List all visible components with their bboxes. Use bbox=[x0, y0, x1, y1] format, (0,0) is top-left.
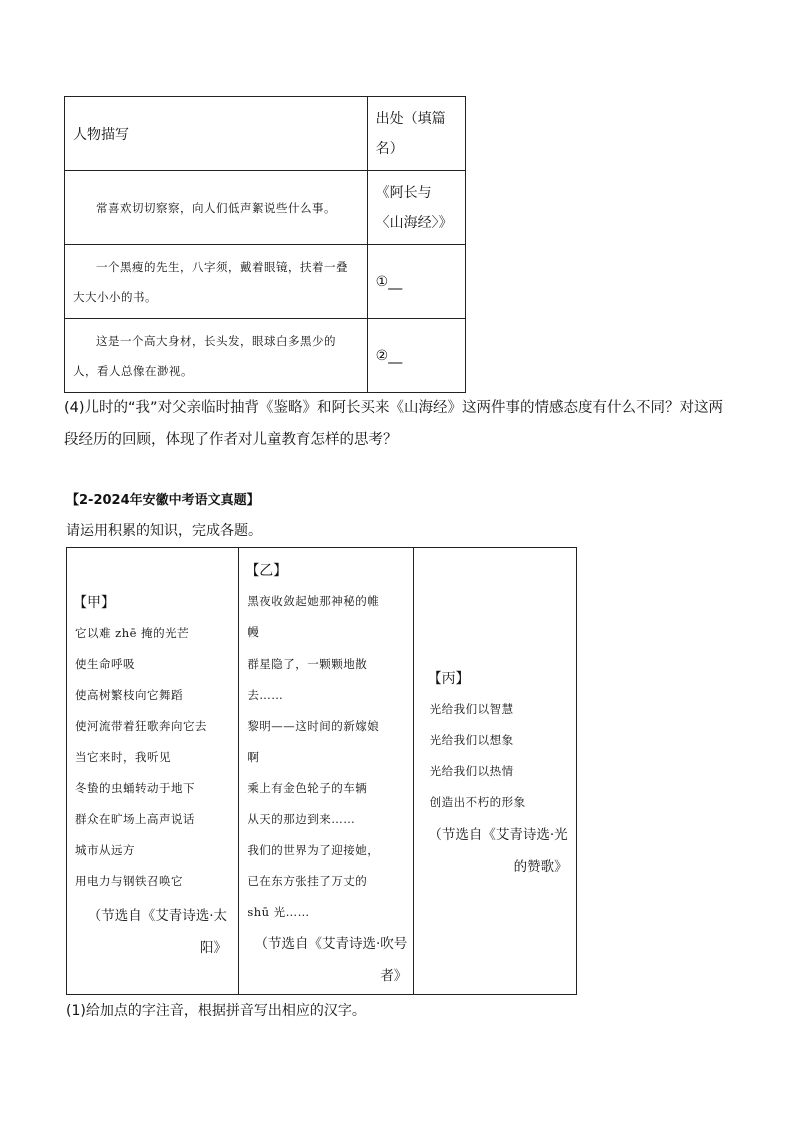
poem-jia-line-1: 它以难 zhē 掩的光芒 bbox=[75, 626, 190, 640]
row-3-source-blank: ②__ bbox=[367, 319, 465, 393]
section-title: 【2-2024年安徽中考语文真题】 bbox=[66, 493, 260, 508]
poem-yi-source: （节选自《艾青诗选·吹号者》 bbox=[254, 936, 408, 984]
poem-jia-line-9: 用电力与钢铁召唤它 bbox=[75, 874, 183, 888]
poem-bing-line-4: 创造出不朽的形象 bbox=[429, 795, 526, 809]
poem-jia-line-2: 使生命呼吸 bbox=[75, 657, 135, 671]
question-4: (4)儿时的“我”对父亲临时抽背《鉴略》和阿长买来《山海经》这两件事的情感态度有什么不同？对这两段经历的回顾，体现了作者对儿童教育怎样的思考？ bbox=[64, 400, 724, 448]
row-2-source-blank: ①__ bbox=[367, 245, 465, 319]
poem-yi-line-6: 啊 bbox=[247, 750, 260, 764]
poem-yi-line-2: 幔 bbox=[247, 625, 260, 639]
header-description-label: 人物描写 bbox=[73, 126, 129, 143]
row-2-description: 一个黑瘦的先生，八字须，戴着眼镜，扶着一叠大大小小的书。 bbox=[65, 245, 368, 319]
poem-yi-line-4: 去…… bbox=[247, 688, 284, 702]
poem-jia-line-6: 冬蛰的虫蛹转动于地下 bbox=[75, 781, 195, 795]
section-intro: 请运用积累的知识，完成各题。 bbox=[66, 523, 262, 539]
poem-jia-source: （节选自《艾青诗选·太阳》 bbox=[87, 908, 227, 956]
poem-yi-line-8: 从天的那边到来…… bbox=[247, 812, 356, 826]
poem-bing-line-2: 光给我们以想象 bbox=[429, 733, 514, 747]
poem-yi-line-11: shū 光…… bbox=[247, 905, 310, 919]
poem-yi-line-3: 群星隐了，一颗颗地散 bbox=[247, 657, 368, 671]
poem-yi-line-10: 已在东方张挂了万丈的 bbox=[247, 874, 368, 888]
poem-bing-line-3: 光给我们以热情 bbox=[429, 764, 514, 778]
header-source-cell: 出处（填篇名） bbox=[367, 97, 465, 171]
poem-jia-line-8: 城市从远方 bbox=[75, 843, 135, 857]
row-3-description: 这是一个高大身材，长头发，眼球白多黑少的人，看人总像在渺视。 bbox=[65, 319, 368, 393]
poem-jia-cell bbox=[67, 548, 239, 995]
poem-bing-label: 【丙】 bbox=[427, 671, 470, 687]
poem-yi-line-5: 黎明——这时间的新嫁娘 bbox=[247, 719, 380, 733]
poem-yi-line-7: 乘上有金色轮子的车辆 bbox=[247, 781, 368, 795]
poem-jia-line-3: 使高树繁枝向它舞蹈 bbox=[75, 688, 183, 702]
poem-jia-line-5: 当它来时，我听见 bbox=[75, 750, 171, 764]
poem-jia-label: 【甲】 bbox=[73, 595, 115, 611]
poem-yi-line-9: 我们的世界为了迎接她， bbox=[247, 843, 380, 857]
poem-bing-line-1: 光给我们以智慧 bbox=[429, 702, 514, 716]
question-1: (1)给加点的字注音，根据拼音写出相应的汉字。 bbox=[66, 1003, 366, 1019]
poems-table bbox=[66, 547, 577, 995]
poem-bing-source: （节选自《艾青诗选·光的赞歌》 bbox=[428, 827, 568, 875]
poem-jia-line-7: 群众在旷场上高声说话 bbox=[75, 812, 195, 826]
poem-yi-cell bbox=[239, 548, 413, 995]
poem-yi-label: 【乙】 bbox=[245, 563, 288, 579]
header-description-cell bbox=[65, 97, 368, 171]
poem-yi-line-1: 黑夜收敛起她那神秘的帷 bbox=[247, 594, 380, 608]
row-1-source: 《阿长与〈山海经〉》 bbox=[367, 171, 465, 245]
poem-jia-line-4: 使河流带着狂歌奔向它去 bbox=[75, 719, 207, 733]
character-description-table bbox=[64, 96, 466, 393]
row-1-description: 常喜欢切切察察，向人们低声絮说些什么事。 bbox=[65, 171, 368, 245]
poem-bing-cell bbox=[413, 548, 576, 995]
